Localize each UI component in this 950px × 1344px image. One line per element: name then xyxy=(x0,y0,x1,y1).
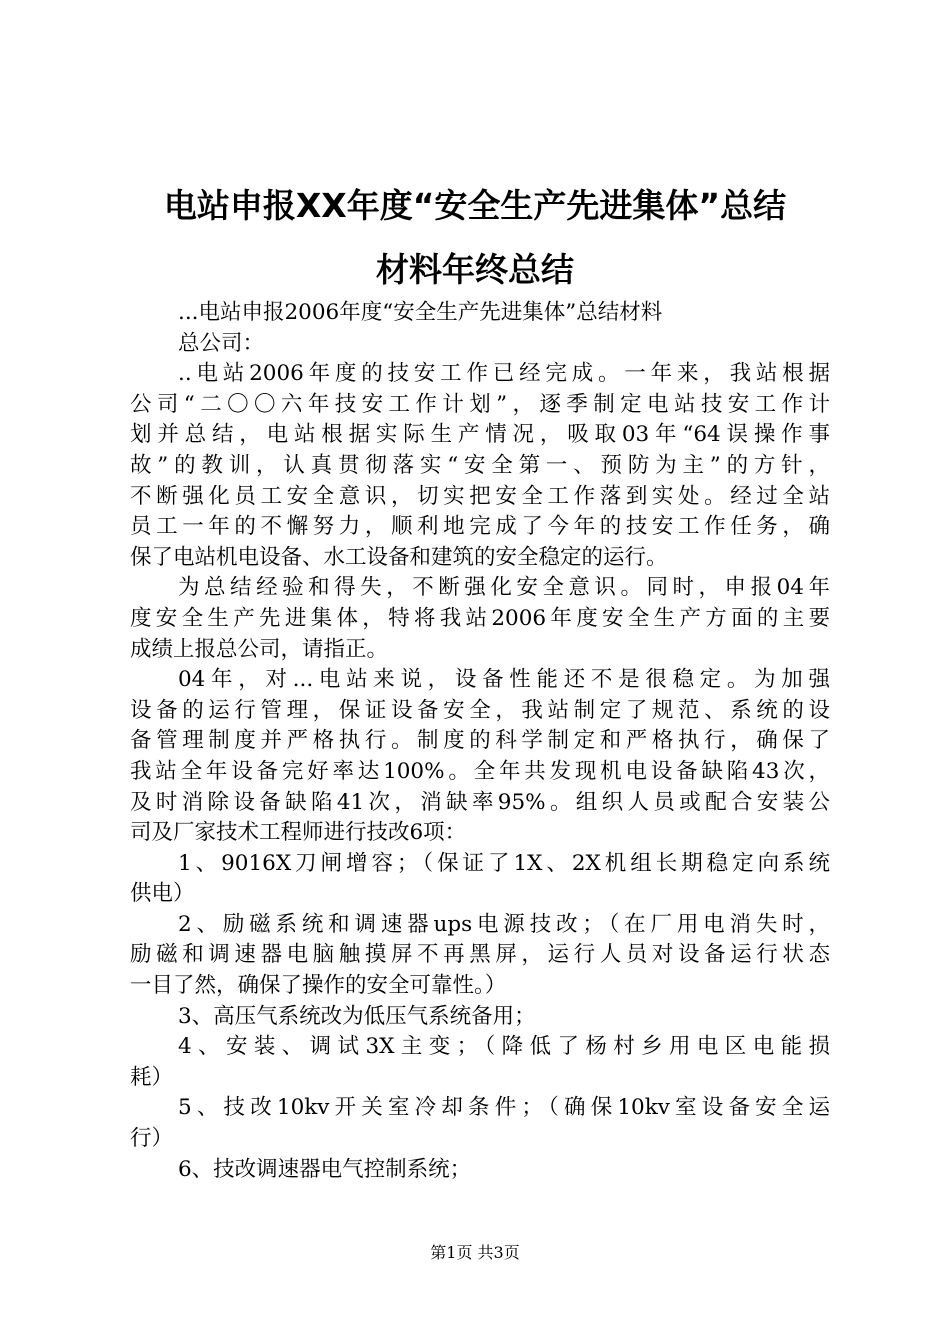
body-line: 总公司： xyxy=(178,330,265,356)
body-line: 及时消除设备缺陷41次，消缺率95%。组织人员或配合安装公 xyxy=(130,789,830,815)
body-line: 不断强化员工安全意识，切实把安全工作落到实处。经过全站 xyxy=(130,483,830,509)
body-line: 为总结经验和得失，不断强化安全意识。同时，申报04年 xyxy=(178,575,830,601)
body-line: 保了电站机电设备、水工设备和建筑的安全稳定的运行。 xyxy=(130,544,668,570)
body-line: 度安全生产先进集体，特将我站2006年度安全生产方面的主要 xyxy=(130,605,830,631)
body-line: 行） xyxy=(130,1126,174,1152)
body-line: ..电站2006年度的技安工作已经完成。一年来，我站根据 xyxy=(178,361,830,387)
body-line: 一目了然，确保了操作的安全可靠性。） xyxy=(130,973,507,999)
document-body xyxy=(130,298,830,1185)
body-line: 4、安装、调试3X主变；（降低了杨村乡用电区电能损 xyxy=(178,1034,830,1060)
body-line: 设备的运行管理，保证设备安全，我站制定了规范、系统的设 xyxy=(130,697,830,723)
body-line: ...电站申报2006年度“安全生产先进集体”总结材料 xyxy=(178,300,663,325)
body-line: 成绩上报总公司，请指正。 xyxy=(130,636,389,662)
body-line: 我站全年设备完好率达100%。全年共发现机电设备缺陷43次， xyxy=(130,758,830,784)
body-line: 2、励磁系统和调速器ups电源技改；（在厂用电消失时， xyxy=(178,911,830,937)
body-line: 公司“二〇〇六年技安工作计划”，逐季制定电站技安工作计 xyxy=(130,391,830,417)
body-line: 员工一年的不懈努力，顺利地完成了今年的技安工作任务，确 xyxy=(130,514,830,540)
body-line: 04年，对...电站来说，设备性能还不是很稳定。为加强 xyxy=(178,667,830,693)
body-line: 划并总结，电站根据实际生产情况，吸取03年“64误操作事 xyxy=(130,422,830,448)
body-line: 备管理制度并严格执行。制度的科学制定和严格执行，确保了 xyxy=(130,728,830,754)
body-line: 3、高压气系统改为低压气系统备用； xyxy=(178,1003,536,1029)
document-title-line-1: 电站申报XX年度“安全生产先进集体”总结 xyxy=(163,186,787,225)
page-footer: 第1页 共3页 xyxy=(430,1243,520,1262)
body-line: 5、技改10kv开关室冷却条件；（确保10kv室设备安全运 xyxy=(178,1095,830,1121)
body-line: 6、技改调速器电气控制系统； xyxy=(178,1156,472,1182)
document-title-line-2: 材料年终总结 xyxy=(376,250,574,289)
body-line: 供电） xyxy=(130,881,195,907)
body-line: 故”的教训，认真贯彻落实“安全第一、预防为主”的方针， xyxy=(130,452,830,478)
body-line: 耗） xyxy=(130,1064,174,1090)
body-line: 1、9016X刀闸增容；（保证了1X、2X机组长期稳定向系统 xyxy=(178,850,830,876)
body-line: 司及厂家技术工程师进行技改6项： xyxy=(130,820,467,846)
body-line: 励磁和调速器电脑触摸屏不再黑屏，运行人员对设备运行状态 xyxy=(130,942,830,968)
